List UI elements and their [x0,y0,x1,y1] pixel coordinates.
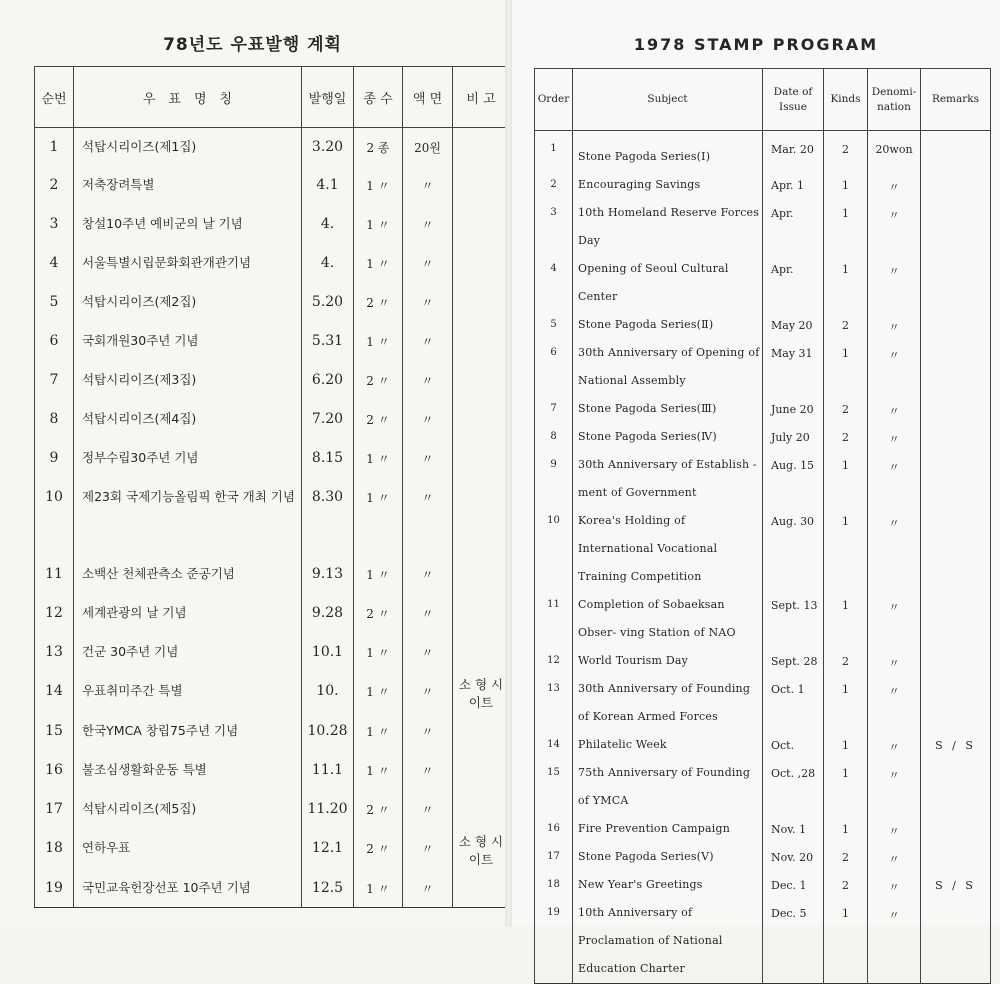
row-kinds: 1 〃 [354,869,403,908]
row-denomination: 〃 [868,311,921,339]
stamp-row [535,591,991,647]
row-order: 9 [535,451,573,507]
stamp-row [535,199,991,255]
row-remarks [453,751,510,790]
row-kinds: 2 〃 [354,283,403,322]
row-remarks [921,815,991,843]
header-order: Order [535,69,573,131]
korean-stamp-table [34,66,510,908]
row-subject: 석탑시리이즈(제4집) [74,400,302,439]
row-subject: 국민교육헌장선포 10주년 기념 [74,869,302,908]
row-order: 10 [35,478,74,556]
row-kinds: 1 〃 [354,166,403,205]
stamp-row [35,361,510,400]
stamp-row [535,255,991,311]
row-subject: Stone Pagoda Series(Ⅴ) [573,843,763,871]
row-remarks [921,199,991,255]
row-issue-date: 3.20 [302,128,354,167]
row-kinds: 1 〃 [354,205,403,244]
row-issue-date: Oct. 1 [763,675,824,731]
row-issue-date: 10. [302,672,354,712]
header-order: 순번 [35,67,74,128]
row-kinds: 1 [824,255,868,311]
row-order: 19 [35,869,74,908]
stamp-row [35,633,510,672]
row-remarks [921,395,991,423]
row-issue-date: Aug. 15 [763,451,824,507]
row-denomination: 20won [868,131,921,172]
row-subject: Stone Pagoda Series(Ⅱ) [573,311,763,339]
row-kinds: 2 종 [354,128,403,167]
stamp-row [535,451,991,507]
row-order: 17 [535,843,573,871]
row-subject: 정부수립30주년 기념 [74,439,302,478]
row-denomination: 〃 [403,712,453,751]
row-remarks [453,205,510,244]
row-kinds: 1 〃 [354,244,403,283]
row-issue-date: Sept. 28 [763,647,824,675]
row-issue-date: 11.1 [302,751,354,790]
row-remarks [921,423,991,451]
row-remarks [921,311,991,339]
row-subject: 석탑시리이즈(제1집) [74,128,302,167]
row-order: 13 [535,675,573,731]
row-subject: 건군 30주년 기념 [74,633,302,672]
row-remarks [453,478,510,556]
row-subject: 30th Anniversary of Establish - ment of Government [573,451,763,507]
row-denomination: 〃 [868,759,921,815]
row-order: 6 [35,322,74,361]
stamp-row [35,672,510,712]
row-order: 3 [35,205,74,244]
english-stamp-table [534,68,991,984]
row-kinds: 1 〃 [354,439,403,478]
stamp-row [35,751,510,790]
row-issue-date: 11.20 [302,790,354,829]
row-kinds: 1 [824,815,868,843]
row-issue-date: 6.20 [302,361,354,400]
row-denomination: 〃 [868,647,921,675]
row-remarks [453,439,510,478]
row-order: 14 [535,731,573,759]
row-remarks [921,131,991,172]
row-denomination: 〃 [403,672,453,712]
row-remarks: S / S [921,871,991,899]
row-kinds: 1 〃 [354,633,403,672]
row-denomination: 〃 [868,899,921,984]
row-order: 18 [35,829,74,869]
row-order: 1 [535,131,573,172]
stamp-row [35,790,510,829]
row-kinds: 1 〃 [354,672,403,712]
row-subject: 국회개원30주년 기념 [74,322,302,361]
header-subject: Subject [573,69,763,131]
row-kinds: 2 [824,131,868,172]
row-order: 7 [535,395,573,423]
row-issue-date: 12.1 [302,829,354,869]
english-page-title: 1978 STAMP PROGRAM [633,35,879,54]
row-denomination: 〃 [403,322,453,361]
stamp-row [535,731,991,759]
row-issue-date: May 20 [763,311,824,339]
row-denomination: 〃 [868,507,921,591]
stamp-row [35,555,510,594]
row-issue-date: Nov. 1 [763,815,824,843]
row-order: 10 [535,507,573,591]
row-remarks [453,361,510,400]
row-order: 13 [35,633,74,672]
row-remarks [453,128,510,167]
row-subject: Encouraging Savings [573,171,763,199]
row-denomination: 〃 [868,731,921,759]
english-page [512,0,1000,975]
stamp-row [35,400,510,439]
row-kinds: 1 [824,171,868,199]
row-subject: 석탑시리이즈(제5집) [74,790,302,829]
row-kinds: 1 [824,899,868,984]
row-remarks [453,400,510,439]
row-order: 2 [35,166,74,205]
row-denomination: 20원 [403,128,453,167]
row-kinds: 2 〃 [354,361,403,400]
row-issue-date: 5.20 [302,283,354,322]
stamp-row [35,166,510,205]
stamp-row [35,283,510,322]
row-order: 19 [535,899,573,984]
row-remarks: S / S [921,731,991,759]
row-remarks [921,899,991,984]
row-denomination: 〃 [403,166,453,205]
row-kinds: 1 [824,731,868,759]
row-kinds: 1 [824,675,868,731]
row-subject: 창설10주년 예비군의 날 기념 [74,205,302,244]
row-remarks [921,647,991,675]
row-subject: 한국YMCA 창립75주년 기념 [74,712,302,751]
row-subject: Completion of Sobaeksan Obser- ving Station of NAO [573,591,763,647]
header-date: Date of Issue [763,69,824,131]
stamp-row [535,815,991,843]
stamp-row [535,311,991,339]
row-denomination: 〃 [403,400,453,439]
row-denomination: 〃 [403,633,453,672]
row-kinds: 2 〃 [354,594,403,633]
row-kinds: 1 〃 [354,712,403,751]
row-subject: 불조심생활화운동 특별 [74,751,302,790]
row-remarks [453,633,510,672]
row-subject: 연하우표 [74,829,302,869]
row-issue-date: June 20 [763,395,824,423]
row-subject: 75th Anniversary of Founding of YMCA [573,759,763,815]
header-kinds: Kinds [824,69,868,131]
row-issue-date: 4. [302,244,354,283]
row-subject: New Year's Greetings [573,871,763,899]
stamp-row [35,322,510,361]
row-denomination: 〃 [403,361,453,400]
row-denomination: 〃 [868,255,921,311]
row-order: 18 [535,871,573,899]
korean-header-row [35,67,510,128]
stamp-row [535,339,991,395]
row-order: 9 [35,439,74,478]
row-subject: 저축장려특별 [74,166,302,205]
row-denomination: 〃 [868,871,921,899]
header-subject: 우 표 명 칭 [74,67,302,128]
row-denomination: 〃 [403,751,453,790]
stamp-row [35,712,510,751]
row-kinds: 2 〃 [354,400,403,439]
row-issue-date: 12.5 [302,869,354,908]
row-subject: 석탑시리이즈(제3집) [74,361,302,400]
stamp-row [535,171,991,199]
row-denomination: 〃 [403,283,453,322]
row-order: 17 [35,790,74,829]
row-denomination: 〃 [403,790,453,829]
row-issue-date: 4.1 [302,166,354,205]
row-issue-date: Sept. 13 [763,591,824,647]
row-remarks: 소 형 시이트 [453,672,510,712]
stamp-row [35,829,510,869]
row-denomination: 〃 [403,439,453,478]
row-remarks [453,166,510,205]
row-subject: 10th Anniversary of Proclamation of National Education Charter [573,899,763,984]
row-order: 16 [535,815,573,843]
stamp-row [35,205,510,244]
stamp-row [535,131,991,172]
row-issue-date: 8.15 [302,439,354,478]
row-order: 6 [535,339,573,395]
row-remarks [921,675,991,731]
row-remarks [453,555,510,594]
row-issue-date: Apr. 1 [763,171,824,199]
row-order: 5 [535,311,573,339]
row-remarks [453,712,510,751]
row-kinds: 1 〃 [354,555,403,594]
row-subject: 30th Anniversary of Founding of Korean Armed Forces [573,675,763,731]
row-remarks [453,283,510,322]
row-issue-date: Nov. 20 [763,843,824,871]
row-remarks: 소 형 시이트 [453,829,510,869]
row-subject: 석탑시리이즈(제2집) [74,283,302,322]
row-issue-date: Dec. 5 [763,899,824,984]
row-order: 2 [535,171,573,199]
row-remarks [921,339,991,395]
row-order: 1 [35,128,74,167]
row-kinds: 2 〃 [354,829,403,869]
row-subject: Philatelic Week [573,731,763,759]
row-order: 15 [35,712,74,751]
stamp-row [35,128,510,167]
header-date: 발행일 [302,67,354,128]
stamp-row [535,675,991,731]
stamp-row [535,899,991,984]
row-order: 11 [35,555,74,594]
korean-page-title: 78년도 우표발행 계획 [163,35,342,55]
row-issue-date: 5.31 [302,322,354,361]
row-issue-date: Aug. 30 [763,507,824,591]
stamp-row [535,647,991,675]
stamp-row [535,423,991,451]
row-issue-date: 10.28 [302,712,354,751]
row-denomination: 〃 [868,171,921,199]
row-issue-date: 9.28 [302,594,354,633]
row-remarks [453,244,510,283]
row-kinds: 2 [824,423,868,451]
row-issue-date: Apr. [763,199,824,255]
row-kinds: 2 [824,843,868,871]
row-issue-date: 10.1 [302,633,354,672]
row-subject: World Tourism Day [573,647,763,675]
row-order: 8 [535,423,573,451]
row-issue-date: Mar. 20 [763,131,824,172]
stamp-row [535,395,991,423]
row-denomination: 〃 [868,451,921,507]
row-remarks [921,451,991,507]
row-remarks [921,843,991,871]
row-order: 4 [535,255,573,311]
row-denomination: 〃 [868,591,921,647]
row-issue-date: Oct. [763,731,824,759]
row-kinds: 1 [824,507,868,591]
row-remarks [921,255,991,311]
row-denomination: 〃 [868,339,921,395]
row-kinds: 2 [824,871,868,899]
stamp-row [35,439,510,478]
stamp-row [535,759,991,815]
row-subject: 소백산 천체관측소 준공기념 [74,555,302,594]
row-subject: 서울특별시립문화회관개관기념 [74,244,302,283]
row-kinds: 1 [824,759,868,815]
row-order: 5 [35,283,74,322]
row-remarks [453,322,510,361]
row-subject: 우표취미주간 특별 [74,672,302,712]
stamp-row [535,871,991,899]
row-order: 15 [535,759,573,815]
row-denomination: 〃 [403,829,453,869]
row-subject: Fire Prevention Campaign [573,815,763,843]
row-order: 3 [535,199,573,255]
row-subject: Stone Pagoda Series(Ⅰ) [573,131,763,172]
stamp-row [35,478,510,556]
row-remarks [921,507,991,591]
row-subject: Stone Pagoda Series(Ⅲ) [573,395,763,423]
row-remarks [453,869,510,908]
row-remarks [453,790,510,829]
row-issue-date: Oct. ,28 [763,759,824,815]
row-kinds: 2 〃 [354,790,403,829]
row-order: 14 [35,672,74,712]
stamp-row [35,594,510,633]
row-subject: 10th Homeland Reserve Forces Day [573,199,763,255]
header-denomination: 액 면 [403,67,453,128]
row-denomination: 〃 [868,199,921,255]
row-issue-date: Apr. [763,255,824,311]
row-order: 11 [535,591,573,647]
row-order: 4 [35,244,74,283]
row-kinds: 1 〃 [354,322,403,361]
row-order: 12 [35,594,74,633]
row-kinds: 1 〃 [354,478,403,556]
row-kinds: 2 [824,647,868,675]
header-remarks: 비 고 [453,67,510,128]
row-denomination: 〃 [868,675,921,731]
row-kinds: 2 [824,311,868,339]
english-header-row [535,69,991,131]
row-denomination: 〃 [868,395,921,423]
row-subject: Opening of Seoul Cultural Center [573,255,763,311]
row-remarks [921,759,991,815]
row-issue-date: 4. [302,205,354,244]
row-kinds: 1 [824,199,868,255]
stamp-row [535,507,991,591]
row-denomination: 〃 [868,815,921,843]
row-denomination: 〃 [403,205,453,244]
row-issue-date: 9.13 [302,555,354,594]
row-denomination: 〃 [868,423,921,451]
header-remarks: Remarks [921,69,991,131]
row-remarks [921,591,991,647]
row-issue-date: Dec. 1 [763,871,824,899]
row-order: 12 [535,647,573,675]
row-subject: 30th Anniversary of Opening of National Assembly [573,339,763,395]
row-remarks [453,594,510,633]
row-order: 8 [35,400,74,439]
stamp-row [35,869,510,908]
row-issue-date: 8.30 [302,478,354,556]
row-kinds: 1 〃 [354,751,403,790]
row-denomination: 〃 [403,594,453,633]
header-denomination: Denomi-nation [868,69,921,131]
stamp-row [35,244,510,283]
row-denomination: 〃 [403,478,453,556]
row-kinds: 1 [824,339,868,395]
row-issue-date: 7.20 [302,400,354,439]
row-subject: 세계관광의 날 기념 [74,594,302,633]
row-order: 16 [35,751,74,790]
row-subject: 제23회 국제기능올림픽 한국 개최 기념 [74,478,302,556]
row-issue-date: July 20 [763,423,824,451]
row-denomination: 〃 [403,244,453,283]
row-remarks [921,171,991,199]
korean-page [0,0,505,927]
header-kinds: 종 수 [354,67,403,128]
row-denomination: 〃 [403,555,453,594]
row-issue-date: May 31 [763,339,824,395]
stamp-row [535,843,991,871]
row-subject: Stone Pagoda Series(Ⅳ) [573,423,763,451]
row-subject: Korea's Holding of International Vocational Training Competition [573,507,763,591]
book-spine [505,0,512,927]
row-kinds: 1 [824,591,868,647]
row-denomination: 〃 [868,843,921,871]
row-kinds: 1 [824,451,868,507]
row-denomination: 〃 [403,869,453,908]
row-kinds: 2 [824,395,868,423]
row-order: 7 [35,361,74,400]
